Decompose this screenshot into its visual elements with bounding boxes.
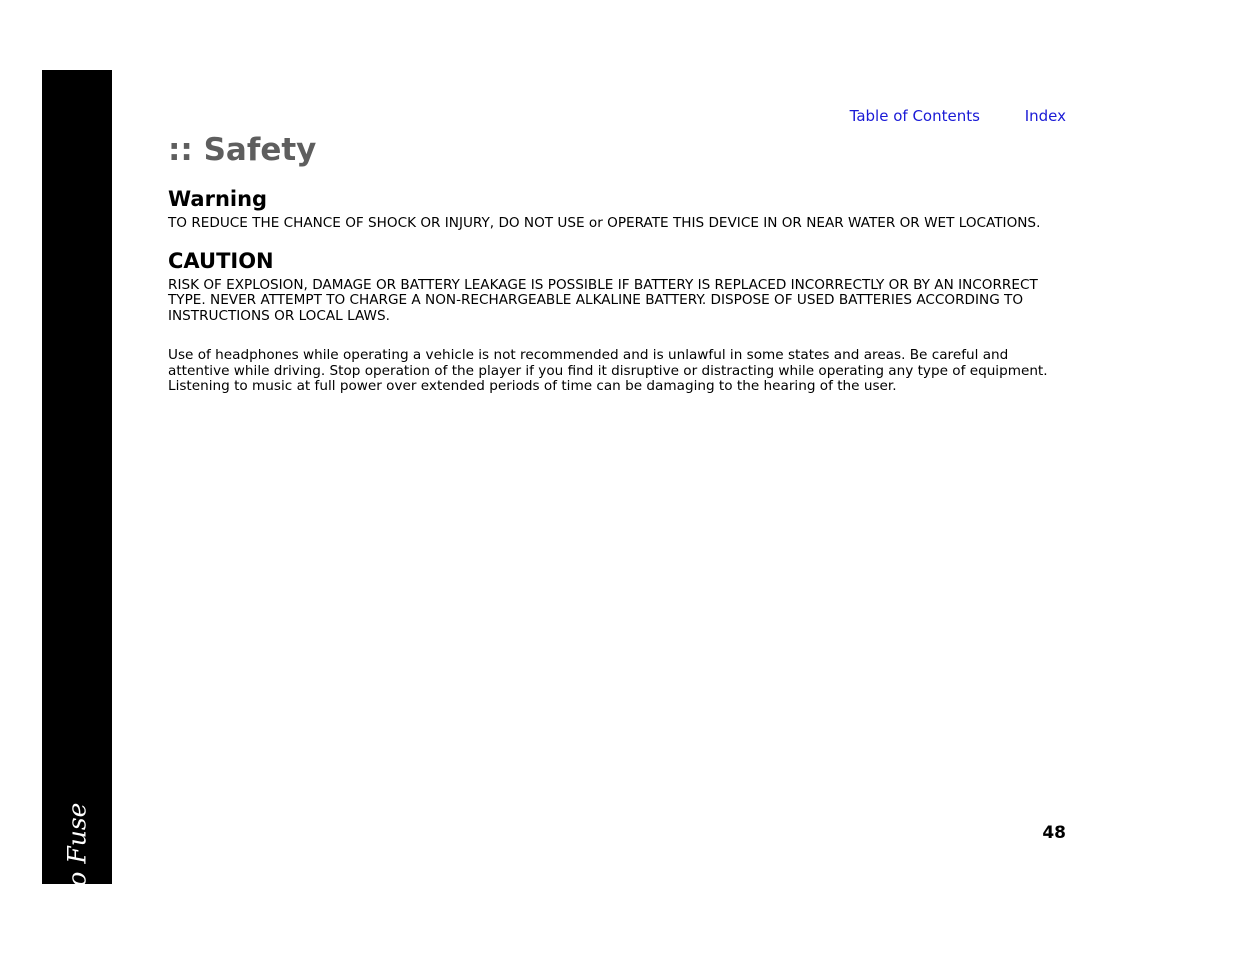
page-number: 48 — [1042, 823, 1066, 843]
warning-heading: Warning — [168, 187, 268, 211]
page-title: :: Safety — [168, 132, 317, 168]
sidebar-product-title: Rio Fuse — [62, 802, 92, 914]
warning-text: TO REDUCE THE CHANCE OF SHOCK OR INJURY, DO NOT USE or OPERATE THIS DEVICE IN OR NEAR WATER OR WET LOCATIONS. — [168, 215, 1041, 231]
table-of-contents-link[interactable]: Table of Contents — [849, 107, 980, 125]
headphones-note: Use of headphones while operating a vehicle is not recommended and is unlawful in some states and areas. Be careful and attentive while driving. Stop operation of the player if you find it disruptive or distracting while operating any type of equipment. Listening to music at full power over extended periods of time can be damaging to the hearing of the user. — [168, 347, 1048, 394]
top-navigation — [850, 107, 1066, 125]
sidebar-band — [42, 70, 112, 914]
index-link[interactable]: Index — [1024, 107, 1066, 125]
main-content — [168, 130, 1068, 395]
caution-text: RISK OF EXPLOSION, DAMAGE OR BATTERY LEAKAGE IS POSSIBLE IF BATTERY IS REPLACED INCORRECTLY OR BY AN INCORRECT TYPE. NEVER ATTEMPT TO CHARGE A NON-RECHARGEABLE ALKALINE BATTERY. DISPOSE OF USED BATTERIES ACCORDING TO INSTRUCTIONS OR LOCAL LAWS. — [168, 276, 1038, 324]
caution-heading: CAUTION — [168, 248, 274, 273]
